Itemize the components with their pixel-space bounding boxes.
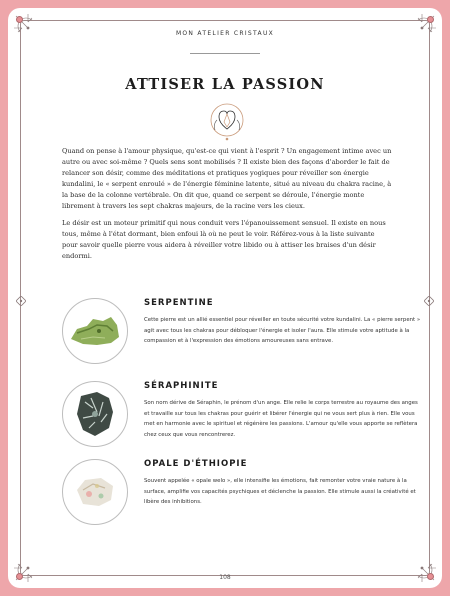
stone-name: OPALE D'ÉTHIOPIE — [144, 459, 248, 469]
ethiopian-opal-stone-icon — [63, 460, 127, 524]
corner-pin-icon — [427, 16, 434, 23]
diamond-ornament-icon — [424, 296, 434, 306]
stone-entry — [62, 381, 418, 453]
header-divider — [190, 53, 260, 54]
stone-entry — [62, 298, 421, 370]
stone-name: SÉRAPHINITE — [144, 381, 219, 391]
stone-description: Cette pierre est un allié essentiel pour réveiller en toute sécurité votre kundalini. La « pierre serpent » agit avec tous les chakras pour débloquer l'énergie et isoler l'aura. Elle stimule votre aptitude à la compassion et à l'expression des émotions amoureuses sans entrave. — [144, 317, 421, 345]
book-page — [8, 8, 442, 588]
crystal-heart-emblem-icon — [207, 100, 247, 142]
stone-image — [62, 298, 128, 364]
corner-pin-icon — [16, 16, 23, 23]
intro-paragraph: Le désir est un moteur primitif qui nous conduit vers l'épanouissement sensuel. Il existe en nous tous, même à l'état dormant, bien enfoui là où ne peut le voir. Référez-vous à la liste suivante pour savoir quelle pierre vous aidera à réveiller votre libido ou à attiser les braises d'un désir endormi. — [62, 219, 386, 260]
intro-paragraph: Quand on pense à l'amour physique, qu'est-ce qui vient à l'esprit ? Un engagement intime avec un autre ou avec soi-même ? Quels sens sont mobilisés ? Il existe bien des façons d'aborder le fait de relancer son désir, comme des méditations et pratiques yogiques pour réveiller son énergie kundalini, le « serpent enroulé » de l'énergie féminine latente, situé au niveau du chakra racine, à la base de la colonne vertébrale. On dit que, quand ce serpent se déroule, l'énergie monte librement à travers les sept chakras majeurs, de la racine vers les cieux. — [62, 147, 392, 210]
stone-description: Souvent appelée « opale welo », elle intensifie les émotions, fait remonter votre vraie nature à la surface, amplifie vos capacités psychiques et déclenche la passion. Elle stimule aussi la créativité et libère des inhibitions. — [144, 478, 416, 506]
page-title: ATTISER LA PASSION — [125, 76, 325, 93]
stone-description: Son nom dérive de Séraphin, le prénom d'un ange. Elle relie le corps terrestre au royaume des anges et travaille sur tous les chakras pour guérir et libérer l'énergie qui ne vous sert plus à rien. Elle vous met en harmonie avec le spirituel et régénère les passions. L'amour qu'elle vous apporte se reflètera chez ceux que vous rencontrerez. — [144, 400, 418, 438]
stone-entry — [62, 459, 416, 531]
stone-image — [62, 459, 128, 525]
stone-name: SERPENTINE — [144, 298, 214, 308]
running-title: MON ATELIER CRISTAUX — [175, 30, 275, 37]
page-number: 108 — [219, 574, 231, 581]
diamond-ornament-icon — [16, 296, 26, 306]
intro-text — [62, 146, 392, 268]
stone-image — [62, 381, 128, 447]
serpentine-stone-icon — [63, 299, 127, 363]
seraphinite-stone-icon — [63, 382, 127, 446]
